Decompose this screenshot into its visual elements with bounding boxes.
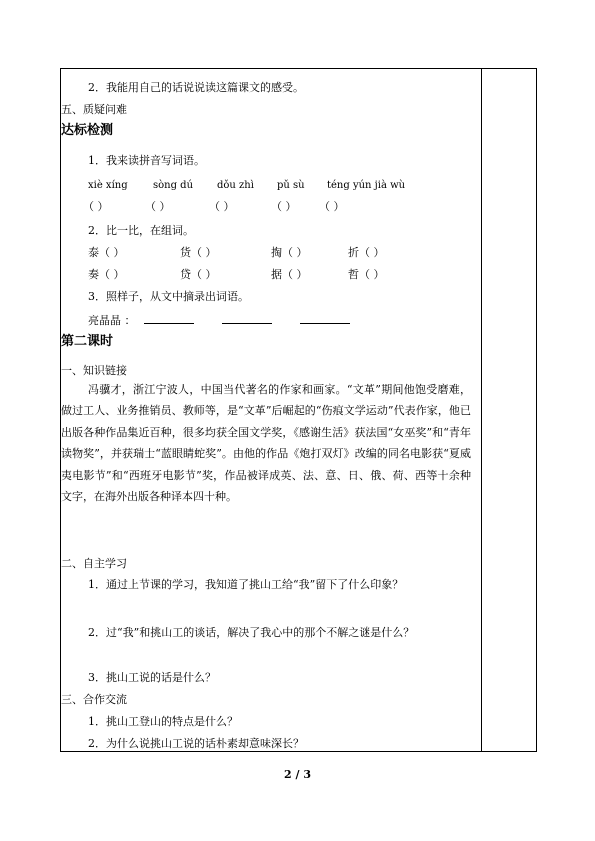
text-line: 3．挑山工说的话是什么？ [88,671,216,684]
section-heading: 三、合作交流 [61,693,127,706]
left-cell [61,69,481,751]
page-number: 2 / 3 [284,768,311,781]
compare-item: 奏（ ） [88,268,125,281]
answer-blank-5: （ ） [319,200,345,213]
example-line [88,313,350,328]
pinyin-2: sòng dú [153,180,194,191]
compare-item: 哲（ ） [348,268,385,281]
text-line: 1．我来读拼音写词语。 [88,154,205,167]
compare-item: 据（ ） [271,268,308,281]
answer-blank-3: （ ） [209,200,235,213]
compare-item: 贷（ ） [180,268,217,281]
example-word: 亮晶晶 ： [88,314,136,327]
question-paragraph: 1．通过上节课的学习，我知道了挑山工给“我”留下了什么印象？ [88,578,404,591]
section-heading: 二、自主学习 [61,557,127,570]
author-intro-paragraph: 冯骥才，浙江宁波人，中国当代著名的作家和画家。“文革”期间他饱受磨难，做过工人、业务推销员、教师等，是“文革”后崛起的“伤痕文学运动”代表作家，他已出版各种作品集近百种，很多均获全国文学奖，《感谢生活》获法国“女巫奖”和“青年读物奖”，并获瑞士“蓝眼睛蛇奖”。由他的作品《炮打双灯》改编的同名电影获“夏威夷电影节”和“西班牙电影节”奖，作品被译成英、法、意、日、俄、荷、西等十余种文字，在海外出版各种译本四十种。 [61,383,471,504]
table-frame [60,68,537,752]
pinyin-5: téng yún jià wù [327,180,406,191]
text-line: 2．比一比，在组词。 [88,224,194,237]
text-line: 2．我能用自己的话说说读这篇课文的感受。 [88,81,304,94]
fill-blank [300,313,350,324]
answer-blank-2: （ ） [145,200,171,213]
column-divider [481,69,482,751]
section-heading: 五、质疑问难 [61,103,127,116]
section-heading: 一、知识链接 [61,364,127,377]
compare-item: 掏（ ） [271,246,308,259]
fill-blank [144,313,194,324]
answer-blank-1: （ ） [83,200,109,213]
text-line: 3．照样子，从文中摘录出词语。 [88,290,249,303]
compare-item: 货（ ） [180,246,217,259]
pinyin-3: dǒu zhì [217,180,254,191]
bold-heading-dabiao: 达标检测 [61,123,114,138]
pinyin-1: xiè xíng [88,180,128,191]
pinyin-4: pǔ sù [277,180,305,191]
bold-heading-second-lesson: 第二课时 [61,334,114,349]
compare-item: 折（ ） [348,246,385,259]
compare-item: 泰（ ） [88,246,125,259]
text-line: 1．挑山工登山的特点是什么？ [88,715,238,728]
fill-blank [222,313,272,324]
text-line: 2．为什么说挑山工说的话朴素却意味深长？ [88,737,304,750]
answer-blank-4: （ ） [271,200,297,213]
question-paragraph: 2．过“我”和挑山工的谈话，解决了我心中的那个不解之谜是什么？ [88,626,415,639]
